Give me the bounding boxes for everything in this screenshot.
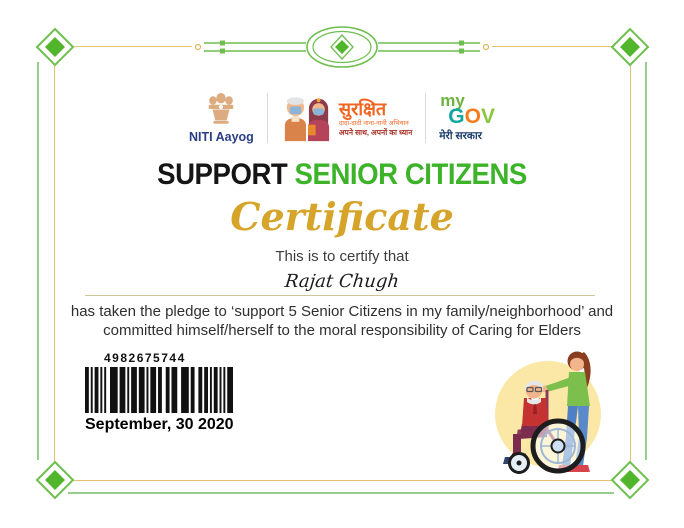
certificate-script-heading: Certificate (230, 194, 454, 239)
corner-diamond-icon (33, 25, 77, 69)
wheelchair-caregiver-illustration (486, 334, 618, 482)
title-senior-citizens: SENIOR CITIZENS (294, 158, 527, 191)
recipient-name-signature: Rajat Chugh (283, 271, 401, 292)
niti-aayog-label: NITI Aayog (189, 130, 254, 144)
logo-row (0, 86, 684, 150)
surakshit-text (339, 99, 412, 138)
logo-divider (267, 93, 268, 143)
top-ornament-icon (192, 25, 492, 69)
title-support: SUPPORT (157, 158, 288, 191)
surakshit-logo (281, 93, 412, 143)
barcode-number: 4982675744 (104, 351, 186, 365)
corner-diamond-icon (608, 25, 652, 69)
elderly-couple-icon (281, 93, 333, 143)
certificate-title (27, 158, 656, 192)
certificate-date: September, 30 2020 (85, 416, 234, 433)
logo-divider (425, 93, 426, 143)
barcode (85, 367, 233, 413)
surakshit-title: सुरक्षित (338, 98, 387, 119)
corner-diamond-icon (33, 458, 77, 502)
mygov-gov-text: GOV (448, 104, 495, 128)
green-border-bottom (68, 492, 614, 494)
pledge-line-2: committed himself/herself to the moral responsibility of Caring for Elders (103, 322, 581, 339)
ashoka-emblem-icon (204, 92, 238, 128)
niti-aayog-logo (189, 92, 254, 144)
mygov-my-text: my (440, 90, 465, 110)
mygov-logo (439, 90, 495, 143)
surakshit-tagline: अपने साथ, अपनों का ध्यान (338, 127, 413, 137)
surakshit-campaign-line: दादा-दादी नाना-नानी अभियान (338, 120, 409, 128)
signature-underline (85, 295, 595, 296)
pledge-line-1: has taken the pledge to ‘support 5 Senior Citizens in my family/neighborhood’ and (70, 303, 614, 320)
mygov-hindi-tagline: मेरी सरकार (439, 129, 482, 142)
certify-line: This is to certify that (275, 248, 409, 265)
